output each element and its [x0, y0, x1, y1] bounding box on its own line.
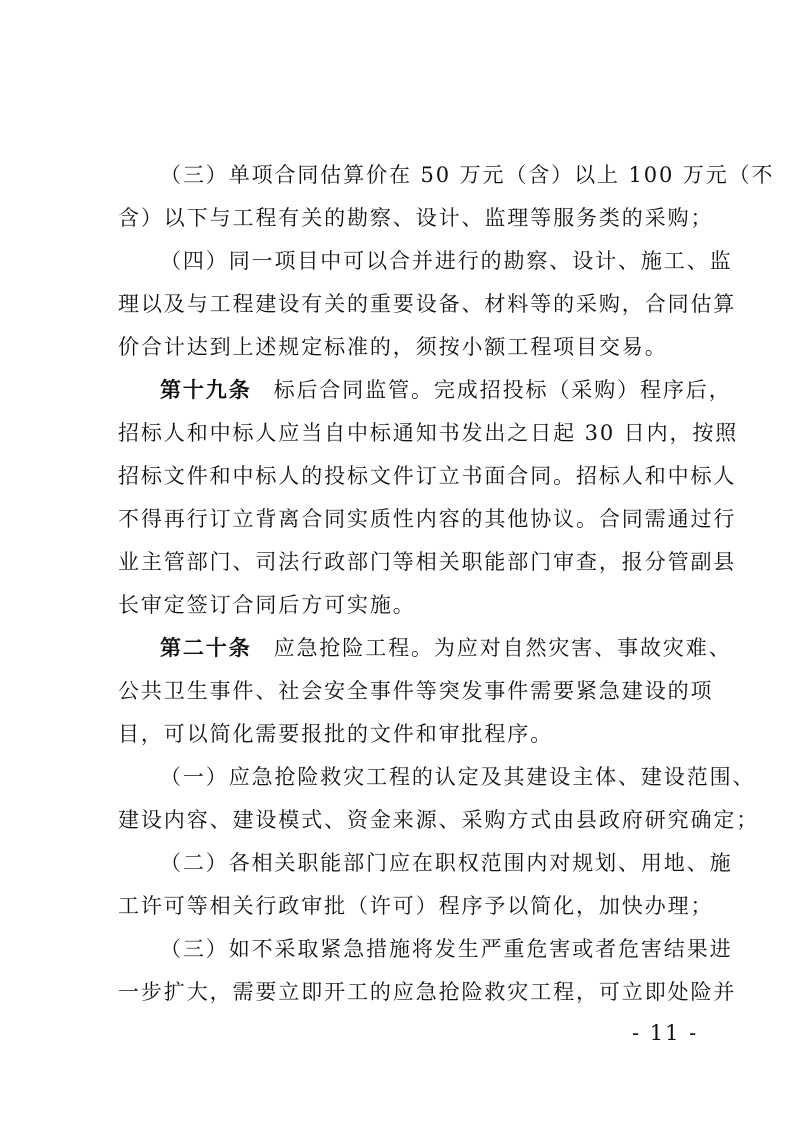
- paragraph-line: 长审定签订合同后方可实施。: [118, 593, 416, 617]
- paragraph-line: 应急抢险工程。为应对自然灾害、事故灾难、: [273, 636, 732, 660]
- article-heading: 第二十条: [160, 635, 252, 660]
- paragraph-line: 不得再行订立背离合同实质性内容的其他协议。合同需通过行: [118, 507, 737, 531]
- paragraph-line: 工许可等相关行政审批（许可）程序予以简化，加快办理；: [118, 894, 714, 918]
- paragraph-line: 一步扩大，需要立即开工的应急抢险救灾工程，可立即处险并: [118, 980, 737, 1004]
- paragraph-line: （二）各相关职能部门应在职权范围内对规划、用地、施: [160, 851, 733, 875]
- paragraph-line: 价合计达到上述规定标准的，须按小额工程项目交易。: [118, 335, 668, 359]
- paragraph-line: 建设内容、建设模式、资金来源、采购方式由县政府研究确定；: [118, 808, 760, 832]
- paragraph-line: 公共卫生事件、社会安全事件等突发事件需要紧急建设的项: [118, 679, 714, 703]
- paragraph-line: （三）单项合同估算价在 50 万元（含）以上 100 万元（不: [160, 163, 775, 187]
- page-number: - 11 -: [632, 1021, 699, 1045]
- paragraph-line: 含）以下与工程有关的勘察、设计、监理等服务类的采购；: [118, 206, 714, 230]
- article-first-line: [160, 375, 732, 405]
- paragraph-line: （四）同一项目中可以合并进行的勘察、设计、施工、监: [160, 249, 733, 273]
- paragraph-line: 标后合同监管。完成招投标（采购）程序后，: [273, 378, 732, 402]
- article-first-line: [160, 633, 732, 663]
- paragraph-line: 招标文件和中标人的投标文件订立书面合同。招标人和中标人: [118, 464, 737, 488]
- paragraph-line: （一）应急抢险救灾工程的认定及其建设主体、建设范围、: [160, 765, 756, 789]
- paragraph-line: 业主管部门、司法行政部门等相关职能部门审查，报分管副县: [118, 550, 737, 574]
- paragraph-line: 目，可以简化需要报批的文件和审批程序。: [118, 722, 554, 746]
- article-heading: 第十九条: [160, 377, 252, 402]
- paragraph-line: 招标人和中标人应当自中标通知书发出之日起 30 日内，按照: [118, 421, 739, 445]
- paragraph-line: （三）如不采取紧急措施将发生严重危害或者危害结果进: [160, 937, 733, 961]
- paragraph-line: 理以及与工程建设有关的重要设备、材料等的采购，合同估算: [118, 292, 737, 316]
